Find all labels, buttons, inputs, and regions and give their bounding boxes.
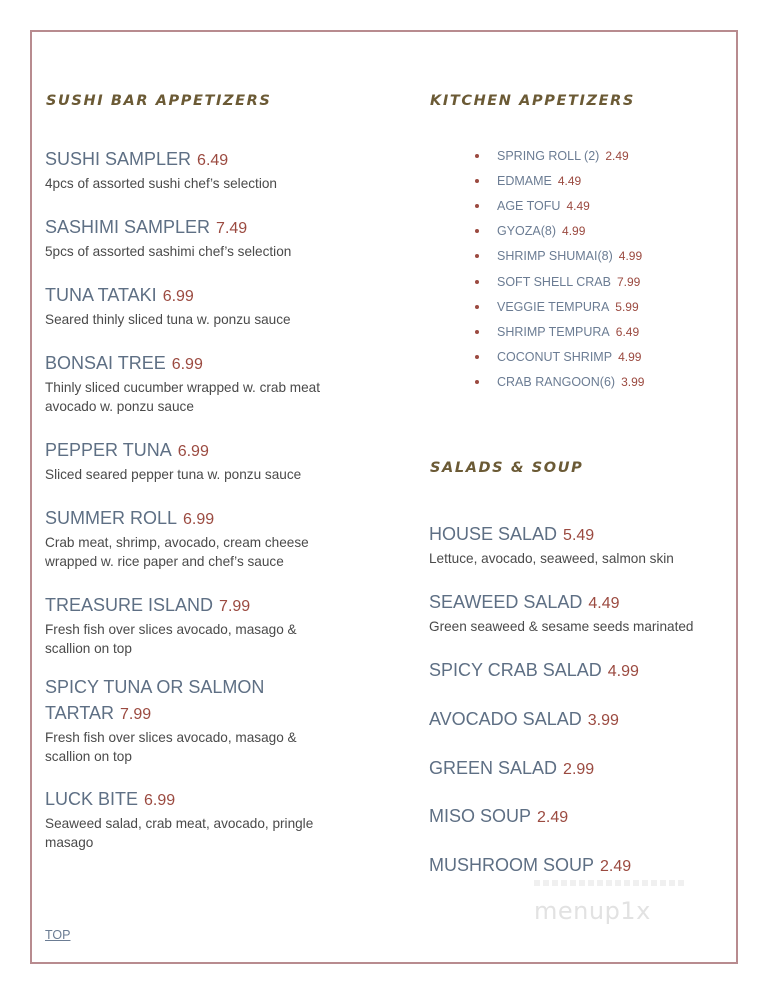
item-description: Thinly sliced cucumber wrapped w. crab meat — [45, 380, 321, 395]
item-price: 2.99 — [563, 761, 595, 778]
menu-item-pepper-tuna — [45, 437, 365, 484]
item-name: CRAB RANGOON(6) — [497, 375, 616, 390]
bullet-icon — [475, 280, 479, 284]
item-description: Green seaweed & sesame seeds marinated — [429, 619, 694, 634]
kitchen-appetizers-list — [475, 143, 644, 395]
item-price: 5.49 — [563, 527, 595, 544]
item-price: 6.99 — [162, 288, 194, 305]
item-name-line-2: TARTAR — [45, 703, 115, 723]
bullet-icon — [475, 355, 479, 359]
item-name: MUSHROOM SOUP — [429, 855, 595, 875]
item-description: masago — [45, 835, 94, 850]
item-name: TUNA TATAKI — [45, 285, 157, 305]
item-name: SEAWEED SALAD — [429, 592, 583, 612]
menu-item-green-salad — [429, 755, 749, 783]
item-name: AGE TOFU — [497, 198, 561, 213]
watermark-logo: menup1x — [534, 897, 651, 925]
item-price: 4.99 — [607, 663, 639, 680]
item-name: SPICY TUNA OR SALMON — [45, 677, 265, 697]
item-price: 3.99 — [587, 712, 619, 729]
list-item — [475, 319, 644, 344]
item-name: GREEN SALAD — [429, 758, 558, 778]
item-name: SPRING ROLL (2) — [497, 148, 600, 163]
bullet-icon — [475, 179, 479, 183]
item-price: 7.49 — [216, 220, 248, 237]
item-name: SASHIMI SAMPLER — [45, 217, 211, 237]
item-price: 6.49 — [615, 324, 640, 339]
watermark-decoration — [534, 880, 684, 886]
menu-item-avocado-salad — [429, 706, 749, 734]
menu-item-spicy-crab-salad — [429, 657, 749, 685]
bullet-icon — [475, 330, 479, 334]
item-price: 6.99 — [144, 792, 176, 809]
menu-item-summer-roll — [45, 505, 365, 571]
item-description: Seared thinly sliced tuna w. ponzu sauce — [45, 312, 291, 327]
menu-item-spicy-tuna-tartar — [45, 674, 365, 766]
bullet-icon — [475, 204, 479, 208]
list-item — [475, 294, 644, 319]
list-item — [475, 143, 644, 168]
item-description: Fresh fish over slices avocado, masago & — [45, 622, 297, 637]
item-name: HOUSE SALAD — [429, 524, 558, 544]
menu-item-treasure-island — [45, 592, 365, 658]
list-item — [475, 168, 644, 193]
item-name: VEGGIE TEMPURA — [497, 299, 610, 314]
item-price: 2.49 — [600, 858, 632, 875]
item-description: Lettuce, avocado, seaweed, salmon skin — [429, 551, 674, 566]
item-name: SUSHI SAMPLER — [45, 149, 192, 169]
item-description: Sliced seared pepper tuna w. ponzu sauce — [45, 467, 302, 482]
item-name: AVOCADO SALAD — [429, 709, 582, 729]
menu-item-tuna-tataki — [45, 282, 365, 329]
list-item — [475, 269, 644, 294]
item-price: 6.99 — [177, 443, 209, 460]
menu-item-miso-soup — [429, 803, 749, 831]
menu-item-bonsai-tree — [45, 350, 365, 416]
item-name: SUMMER ROLL — [45, 508, 178, 528]
sushi-bar-heading: SUSHI BAR APPETIZERS — [46, 93, 272, 109]
list-item — [475, 244, 644, 269]
item-price: 4.49 — [566, 198, 590, 213]
item-name: COCONUT SHRIMP — [497, 350, 613, 365]
item-price: 4.99 — [618, 350, 642, 365]
list-item — [475, 345, 644, 370]
bullet-icon — [475, 229, 479, 233]
bullet-icon — [475, 154, 479, 158]
list-item — [475, 219, 644, 244]
item-description: scallion on top — [45, 749, 132, 764]
bullet-icon — [475, 305, 479, 309]
item-name: GYOZA(8) — [497, 224, 557, 239]
item-price: 7.99 — [120, 706, 152, 723]
item-price: 6.49 — [197, 152, 229, 169]
bullet-icon — [475, 380, 479, 384]
item-name: SOFT SHELL CRAB — [497, 274, 611, 289]
item-description: Seaweed salad, crab meat, avocado, pringle — [45, 816, 314, 831]
top-link[interactable]: TOP — [45, 928, 71, 942]
item-name: PEPPER TUNA — [45, 440, 172, 460]
item-price: 7.99 — [616, 274, 641, 289]
menu-item-seaweed-salad — [429, 589, 749, 636]
item-price: 4.99 — [618, 249, 643, 264]
item-name: LUCK BITE — [45, 789, 139, 809]
item-description: wrapped w. rice paper and chef’s sauce — [45, 554, 284, 569]
item-name: TREASURE ISLAND — [45, 595, 214, 615]
item-description: avocado w. ponzu sauce — [45, 399, 194, 414]
item-price: 4.49 — [557, 173, 582, 188]
item-name: SHRIMP SHUMAI(8) — [497, 249, 613, 264]
item-description: 4pcs of assorted sushi chef’s selection — [45, 176, 277, 191]
item-name: BONSAI TREE — [45, 353, 166, 373]
item-price: 5.99 — [615, 299, 639, 314]
menu-item-mushroom-soup — [429, 852, 749, 880]
kitchen-appetizers-heading: KITCHEN APPETIZERS — [430, 93, 635, 109]
menu-item-house-salad — [429, 521, 749, 568]
item-name: SHRIMP TEMPURA — [497, 324, 610, 339]
item-price: 3.99 — [621, 375, 645, 390]
item-price: 4.49 — [588, 595, 620, 612]
list-item — [475, 193, 644, 218]
item-price: 6.99 — [183, 511, 215, 528]
bullet-icon — [475, 254, 479, 258]
item-name: SPICY CRAB SALAD — [429, 660, 602, 680]
item-description: Fresh fish over slices avocado, masago & — [45, 730, 297, 745]
item-price: 4.99 — [562, 224, 586, 239]
list-item — [475, 370, 644, 395]
item-name: EDMAME — [497, 173, 552, 188]
item-description: 5pcs of assorted sashimi chef’s selection — [45, 244, 292, 259]
item-description: scallion on top — [45, 641, 132, 656]
item-price: 2.49 — [537, 809, 569, 826]
item-price: 2.49 — [605, 148, 629, 163]
item-description: Crab meat, shrimp, avocado, cream cheese — [45, 535, 309, 550]
menu-item-luck-bite — [45, 786, 365, 852]
menu-item-sushi-sampler — [45, 146, 365, 193]
salads-soup-heading: SALADS & SOUP — [430, 460, 584, 476]
item-price: 7.99 — [219, 598, 251, 615]
item-name: MISO SOUP — [429, 806, 532, 826]
menu-item-sashimi-sampler — [45, 214, 365, 261]
item-price: 6.99 — [171, 356, 203, 373]
